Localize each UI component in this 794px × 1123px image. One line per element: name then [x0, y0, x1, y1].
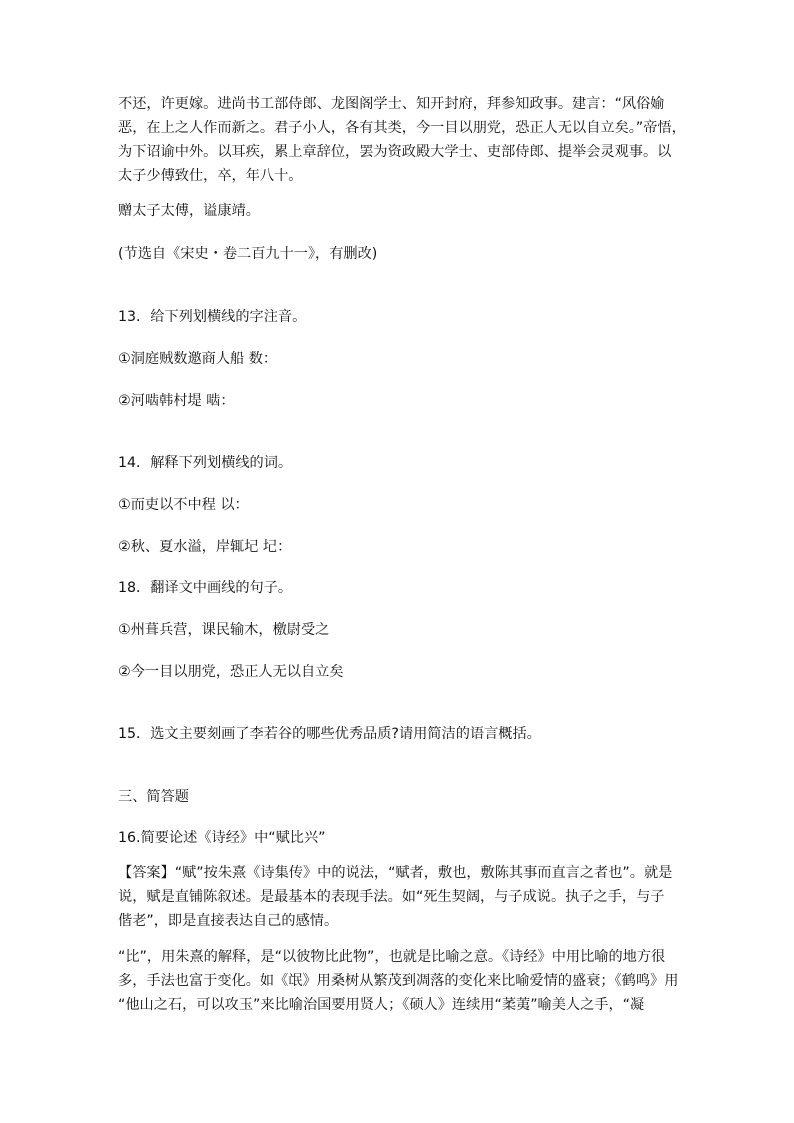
passage-line: 太子少傅致仕，卒，年八十。: [118, 168, 303, 184]
answer-line: “他山之石，可以攻玉”来比喻治国要用贤人；《硕人》连续用“葇荑”喻美人之手，“凝: [118, 997, 645, 1013]
q13-item-1: ①洞庭贼数邀商人船 数：: [118, 351, 278, 367]
source-citation: (节选自《宋史・卷二百九十一》，有删改): [118, 246, 378, 262]
answer-line: 偕老”，即是直接表达自己的感情。: [118, 913, 339, 929]
q13-item-2: ②河啮韩村堤 啮：: [118, 393, 235, 409]
section-heading: 三、简答题: [118, 789, 189, 805]
q18-item-1: ①州葺兵营，课民输木，檄尉受之: [118, 622, 330, 638]
q16-answer-paragraph: [118, 861, 680, 933]
passage-line: 为下诏谕中外。以耳疾，累上章辞位，罢为资政殿大学士、吏部侍郎、提举会灵观事。以: [118, 144, 672, 160]
q14-item-1: ①而吏以不中程 以：: [118, 497, 249, 513]
posthumous-title: 赠太子太傅，谥康靖。: [118, 203, 260, 219]
q13-title: 13．给下列划横线的字注音。: [118, 309, 307, 325]
q15-title: 15．选文主要刻画了李若谷的哪些优秀品质?请用简洁的语言概括。: [118, 726, 541, 742]
q16-bi-paragraph: [118, 945, 680, 1017]
passage-line: 不还，许更嫁。进尚书工部侍郎、龙图阁学士、知开封府，拜参知政事。建言：“风俗媮: [118, 96, 665, 112]
answer-line: 说，赋是直铺陈叙述。是最基本的表现手法。如“死生契阔，与子成说。执子之手，与子: [118, 889, 665, 905]
answer-line: 【答案】“赋”按朱熹《诗集传》中的说法，“赋者，敷也，敷陈其事而直言之者也”。就是: [118, 865, 673, 881]
passage-line: 恶，在上之人作而新之。君子小人，各有其类，今一目以朋党，恐正人无以自立矣。”帝悟，: [118, 120, 686, 136]
q14-item-2: ②秋、夏水溢，岸辄圮 圮：: [118, 539, 292, 555]
q18-item-2: ②今一目以朋党，恐正人无以自立矣: [118, 664, 344, 680]
q14-title: 14．解释下列划横线的词。: [118, 455, 293, 471]
passage-paragraph: [118, 92, 686, 188]
answer-line: “比”，用朱熹的解释，是“以彼物比此物”，也就是比喻之意。《诗经》中用比喻的地方很: [118, 949, 666, 965]
answer-line: 多，手法也富于变化。如《氓》用桑树从繁茂到凋落的变化来比喻爱情的盛衰；《鹤鸣》用: [118, 973, 679, 989]
q16-title: 16.简要论述《诗经》中“赋比兴”: [118, 830, 326, 846]
q18-title: 18．翻译文中画线的句子。: [118, 580, 293, 596]
